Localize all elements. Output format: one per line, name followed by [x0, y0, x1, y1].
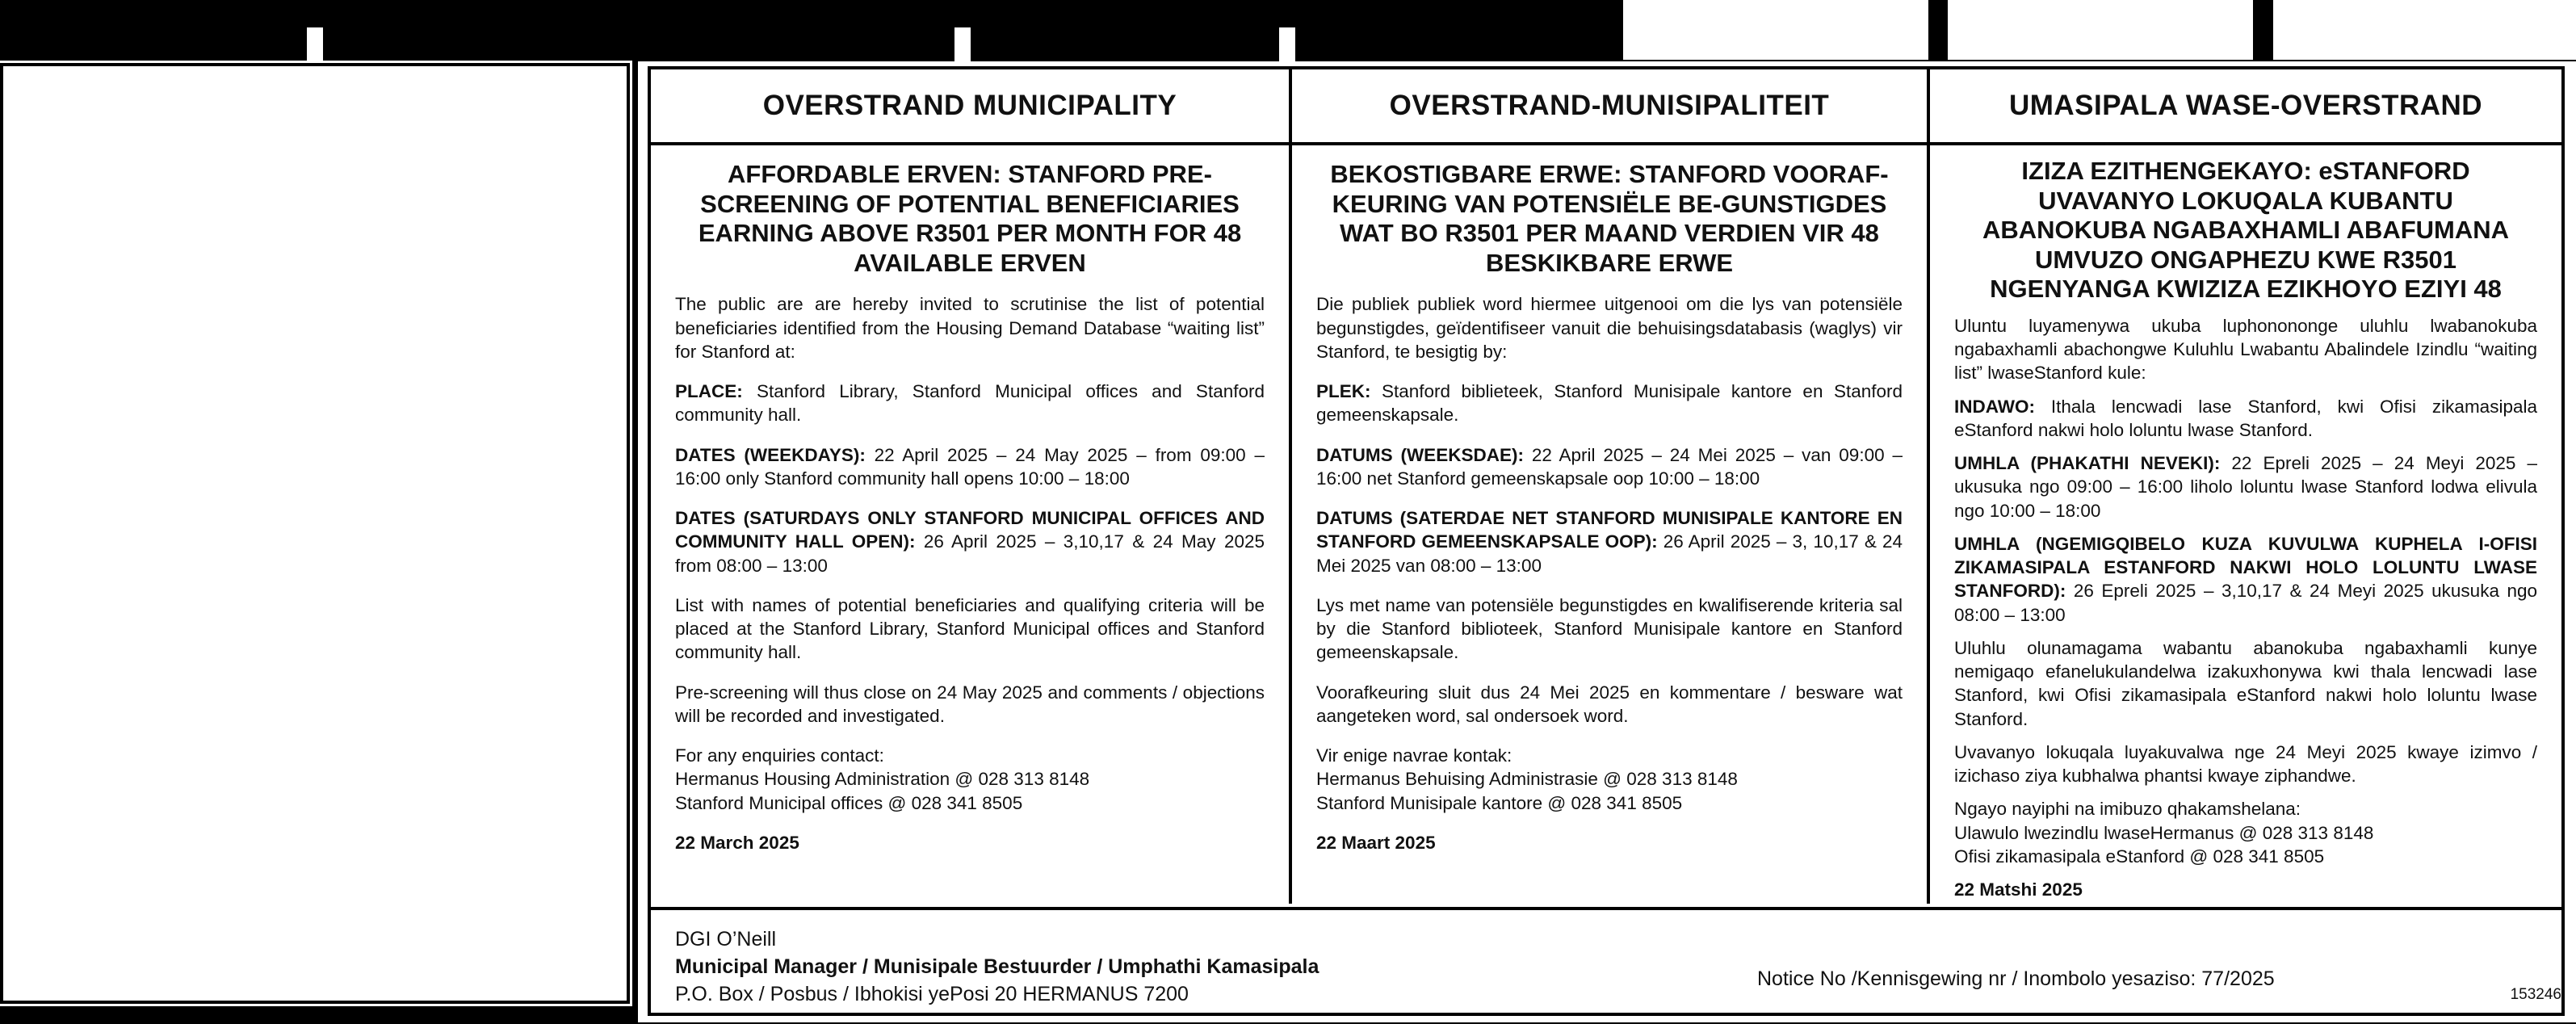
signatory-name: DGI O’Neill: [675, 928, 777, 951]
reference-number: 153246: [2510, 986, 2561, 1003]
public-notice: [638, 61, 2576, 1022]
saturday-label: DATES (SATURDAYS ONLY STANFORD MUNICIPAL OFFICES AND COMMUNITY HALL OPEN):: [675, 508, 1265, 552]
dates-label: DATES (WEEKDAYS):: [675, 444, 866, 465]
headline: IZIZA EZITHENGEKAYO: eSTANFORD UVAVANYO LOKUQALA KUBANTU ABANOKUBA NGABAXHAMLI ABAFUMANA UMVUZO ONGAPHEZU KWE R3501 NGENYANGA KWIZIZA EZIKHOYO EZIYI 48: [1982, 157, 2510, 304]
column-header: UMASIPALA WASE-OVERSTRAND: [1930, 69, 2561, 145]
enquiries-block: [1954, 797, 2537, 868]
weekday-dates-paragraph: [1316, 443, 1903, 491]
language-columns: [651, 69, 2561, 904]
enquiries-contact: Stanford Munisipale kantore @ 028 341 8505: [1316, 792, 1683, 813]
dates-text: 22 April 2025 – 24 Mei 2025 – van 09:00 – 16:00 net Stanford gemeenskapsale oop 10:00 – 18:00: [1316, 444, 1903, 489]
xhosa-column: [1927, 69, 2561, 904]
place-paragraph: [675, 380, 1265, 427]
place-label: PLACE:: [675, 381, 743, 402]
english-column: [651, 69, 1289, 904]
saturday-dates-paragraph: [1316, 506, 1903, 577]
top-tick-mark: [954, 27, 971, 63]
enquiries-contact: Stanford Municipal offices @ 028 341 8505: [675, 792, 1023, 813]
enquiries-heading: Vir enige navrae kontak:: [1316, 745, 1512, 766]
list-paragraph: Uluhlu olunamagama wabantu abanokuba ngabaxhamli kunye nemigaqo efanelukulandelwa izakuxhonywa kwi thala lencwadi lase Stanford, kwi Ofisi zikamasipala eStanford nakwi holo loluntu lwase Stanford.: [1954, 637, 2537, 729]
afrikaans-column: [1289, 69, 1927, 904]
place-paragraph: [1954, 395, 2537, 443]
top-tab-block: [2273, 0, 2576, 60]
dates-label: UMHLA (PHAKATHI NEVEKI):: [1954, 453, 2221, 474]
dates-text: 22 Epreli 2025 – 24 Meyi 2025 – ukusuka ngo 09:00 – 16:00 liholo loluntu lwase Stanford lodwa elivula ngo 10:00 – 18:00: [1954, 453, 2537, 521]
top-tick-mark: [307, 27, 323, 63]
notice-date: 22 March 2025: [675, 832, 799, 853]
enquiries-contact: Ofisi zikamasipala eStanford @ 028 341 8505: [1954, 846, 2325, 867]
closing-paragraph: Uvavanyo lokuqala luyakuvalwa nge 24 Meyi 2025 kwaye izimvo / izichaso ziya kubhalwa phantsi kwaye ziphandwe.: [1954, 741, 2537, 787]
notice-frame: [648, 66, 2565, 1016]
saturday-text: 26 April 2025 – 3, 10,17 & 24 Mei 2025 van 08:00 – 13:00: [1316, 531, 1903, 576]
top-tab-block: [1948, 0, 2253, 60]
closing-paragraph: Voorafkeuring sluit dus 24 Mei 2025 en kommentare / besware wat aangeteken word, sal ondersoek word.: [1316, 682, 1903, 726]
column-body: [1930, 145, 2561, 901]
place-label: PLEK:: [1316, 381, 1371, 402]
place-label: INDAWO:: [1954, 396, 2035, 417]
enquiries-heading: For any enquiries contact:: [675, 745, 884, 766]
top-tick-mark: [1279, 27, 1295, 63]
list-paragraph: List with names of potential beneficiaries and qualifying criteria will be placed at the Stanford Library, Stanford Municipal offices and Stanford community hall.: [675, 594, 1265, 663]
column-body: [651, 145, 1289, 854]
notice-date: 22 Maart 2025: [1316, 832, 1436, 853]
place-text: Ithala lencwadi lase Stanford, kwi Ofisi zikamasipala eStanford nakwi holo loluntu lwase Stanford.: [1954, 396, 2537, 440]
enquiries-block: [1316, 744, 1903, 815]
intro-paragraph: Uluntu luyamenywa ukuba luphonononge uluhlu lwabanokuba ngabaxhamli abachongwe Kuluhlu Lwabantu Abalindele Izindlu “waiting list” lwaseStanford kule:: [1954, 315, 2537, 384]
notice-footer: [651, 907, 2561, 1013]
enquiries-contact: Ulawulo lwezindlu lwaseHermanus @ 028 313 8148: [1954, 822, 2374, 843]
column-header: OVERSTRAND-MUNISIPALITEIT: [1292, 69, 1927, 145]
list-paragraph: Lys met name van potensiële begunstigdes en kwalifiserende kriteria sal by die Stanford biblioteek, Stanford Munisipale kantore en Stanford gemeenskapsale.: [1316, 594, 1903, 663]
column-body: [1292, 145, 1927, 854]
intro-paragraph: Die publiek publiek word hiermee uitgenooi om die lys van potensiële begunstigdes, geïdentifiseer vanuit die behuisingsdatabasis (waglys) vir Stanford, te besigtig by:: [1316, 294, 1903, 362]
saturday-text: 26 Epreli 2025 – 3,10,17 & 24 Meyi 2025 ukusuka ngo 08:00 – 13:00: [1954, 581, 2537, 625]
postal-address: P.O. Box / Posbus / Ibhokisi yePosi 20 HERMANUS 7200: [675, 982, 1189, 1005]
place-paragraph: [1316, 380, 1903, 427]
enquiries-block: [675, 744, 1265, 815]
column-header: OVERSTRAND MUNICIPALITY: [651, 69, 1289, 145]
headline: AFFORDABLE ERVEN: STANFORD PRE-SCREENING OF POTENTIAL BENEFICIARIES EARNING ABOVE R3501 PER MONTH FOR 48 AVAILABLE ERVEN: [698, 160, 1242, 277]
place-text: Stanford biblieteek, Stanford Munisipale kantore en Stanford gemeenskapsale.: [1316, 381, 1903, 426]
saturday-dates-paragraph: [1954, 532, 2537, 627]
headline: BEKOSTIGBARE ERWE: STANFORD VOORAF-KEURING VAN POTENSIËLE BE-GUNSTIGDES WAT BO R3501 PER MAAND VERDIEN VIR 48 BESKIKBARE ERWE: [1330, 160, 1889, 277]
closing-paragraph: Pre-screening will thus close on 24 May 2025 and comments / objections will be recorded and investigated.: [675, 682, 1265, 726]
place-text: Stanford Library, Stanford Municipal offices and Stanford community hall.: [675, 381, 1265, 426]
enquiries-contact: Hermanus Housing Administration @ 028 313 8148: [675, 769, 1090, 790]
dates-label: DATUMS (WEEKSDAE):: [1316, 444, 1524, 465]
saturday-label: DATUMS (SATERDAE NET STANFORD MUNISIPALE KANTORE EN STANFORD GEMEENSKAPSALE OOP):: [1316, 508, 1903, 552]
saturday-dates-paragraph: [675, 506, 1265, 577]
weekday-dates-paragraph: [1954, 451, 2537, 522]
saturday-label: UMHLA (NGEMIGQIBELO KUZA KUVULWA KUPHELA I-OFISI ZIKAMASIPALA ESTANFORD NAKWI HOLO LOLUNTU LWASE STANFORD):: [1954, 533, 2537, 602]
top-tab-block: [1623, 0, 1928, 60]
notice-number: Notice No /Kennisgewing nr / Inombolo yesaziso: 77/2025: [1757, 967, 2275, 990]
saturday-text: 26 April 2025 – 3,10,17 & 24 May 2025 from 08:00 – 13:00: [675, 531, 1265, 576]
blank-panel: [0, 63, 630, 1004]
enquiries-contact: Hermanus Behuising Administrasie @ 028 313 8148: [1316, 769, 1738, 790]
intro-paragraph: The public are are hereby invited to scrutinise the list of potential beneficiaries identified from the Housing Demand Database “waiting list” for Stanford at:: [675, 294, 1265, 362]
enquiries-heading: Ngayo nayiphi na imibuzo qhakamshelana:: [1954, 799, 2301, 820]
notice-date: 22 Matshi 2025: [1954, 879, 2083, 900]
signatory-title: Municipal Manager / Munisipale Bestuurder / Umphathi Kamasipala: [675, 955, 1319, 978]
weekday-dates-paragraph: [675, 443, 1265, 491]
dates-text: 22 April 2025 – 24 May 2025 – from 09:00 – 16:00 only Stanford community hall opens 10:00 – 18:00: [675, 444, 1265, 489]
